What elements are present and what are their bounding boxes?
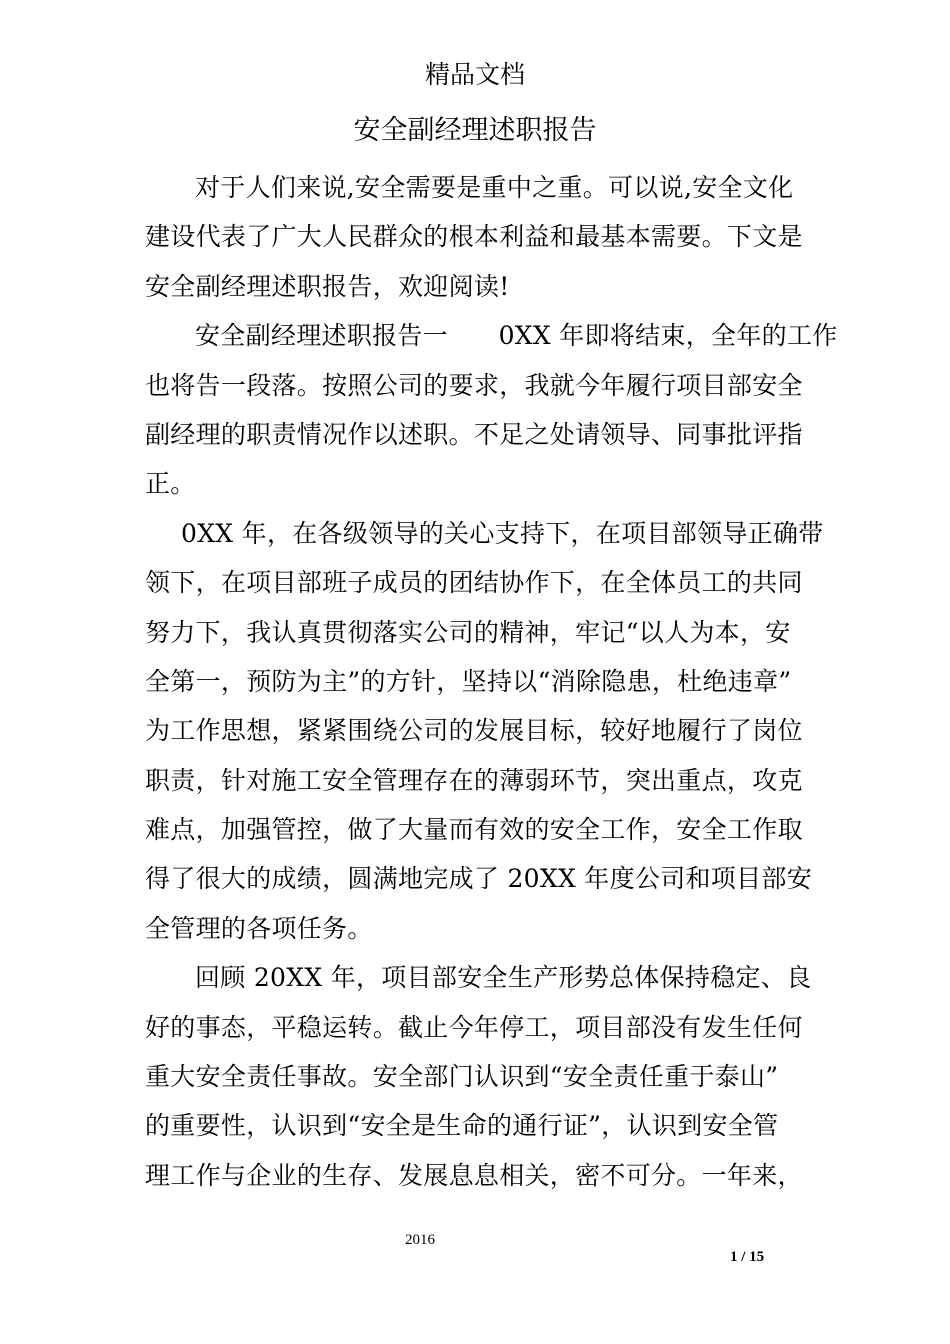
- document-header: 精品文档: [424, 60, 525, 89]
- document-body: [145, 163, 838, 1200]
- body-line: 副经理的职责情况作以述职。不足之处请领导、同事批评指: [145, 419, 803, 449]
- footer-year: 2016: [405, 1232, 435, 1248]
- body-line: 建设代表了广大人民群众的根本利益和最基本需要。下文是: [145, 222, 803, 252]
- body-line: 0XX 年，在各级领导的关心支持下，在项目部领导正确带: [181, 518, 824, 548]
- body-line: 对于人们来说,安全需要是重中之重。可以说,安全文化: [195, 173, 794, 202]
- body-line: 好的事态，平稳运转。截止今年停工，项目部没有发生任何: [145, 1012, 803, 1042]
- body-line: 全第一，预防为主”的方针，坚持以“消除隐患，杜绝违章”: [145, 666, 792, 696]
- body-line: 为工作思想，紧紧围绕公司的发展目标，较好地履行了岗位: [145, 716, 803, 746]
- body-line: 重大安全责任事故。安全部门认识到“安全责任重于泰山”: [145, 1062, 779, 1092]
- body-line: 领下，在项目部班子成员的团结协作下，在全体员工的共同: [145, 568, 803, 598]
- body-line: 正。: [145, 469, 196, 499]
- body-line: 的重要性，认识到“安全是生命的通行证”，认识到安全管: [145, 1111, 779, 1141]
- body-line: 安全副经理述职报告一 0XX 年即将结束，全年的工作: [195, 321, 838, 351]
- body-line: 也将告一段落。按照公司的要求，我就今年履行项目部安全: [145, 370, 803, 400]
- body-line: 努力下，我认真贯彻落实公司的精神，牢记“以人为本，安: [145, 617, 791, 647]
- document-title: 安全副经理述职报告: [353, 115, 597, 146]
- body-line: 全管理的各项任务。: [145, 913, 373, 943]
- body-line: 回顾 20XX 年，项目部安全生产形势总体保持稳定、良: [195, 963, 812, 993]
- body-line: 难点，加强管控，做了大量而有效的安全工作，安全工作取: [145, 815, 803, 845]
- body-line: 得了很大的成绩，圆满地完成了 20XX 年度公司和项目部安: [145, 864, 813, 894]
- page-number: 1 / 15: [730, 1249, 765, 1265]
- body-line: 理工作与企业的生存、发展息息相关，密不可分。一年来，: [145, 1160, 803, 1190]
- body-line: 安全副经理述职报告，欢迎阅读!: [145, 271, 510, 301]
- body-line: 职责，针对施工安全管理存在的薄弱环节，突出重点，攻克: [145, 765, 803, 795]
